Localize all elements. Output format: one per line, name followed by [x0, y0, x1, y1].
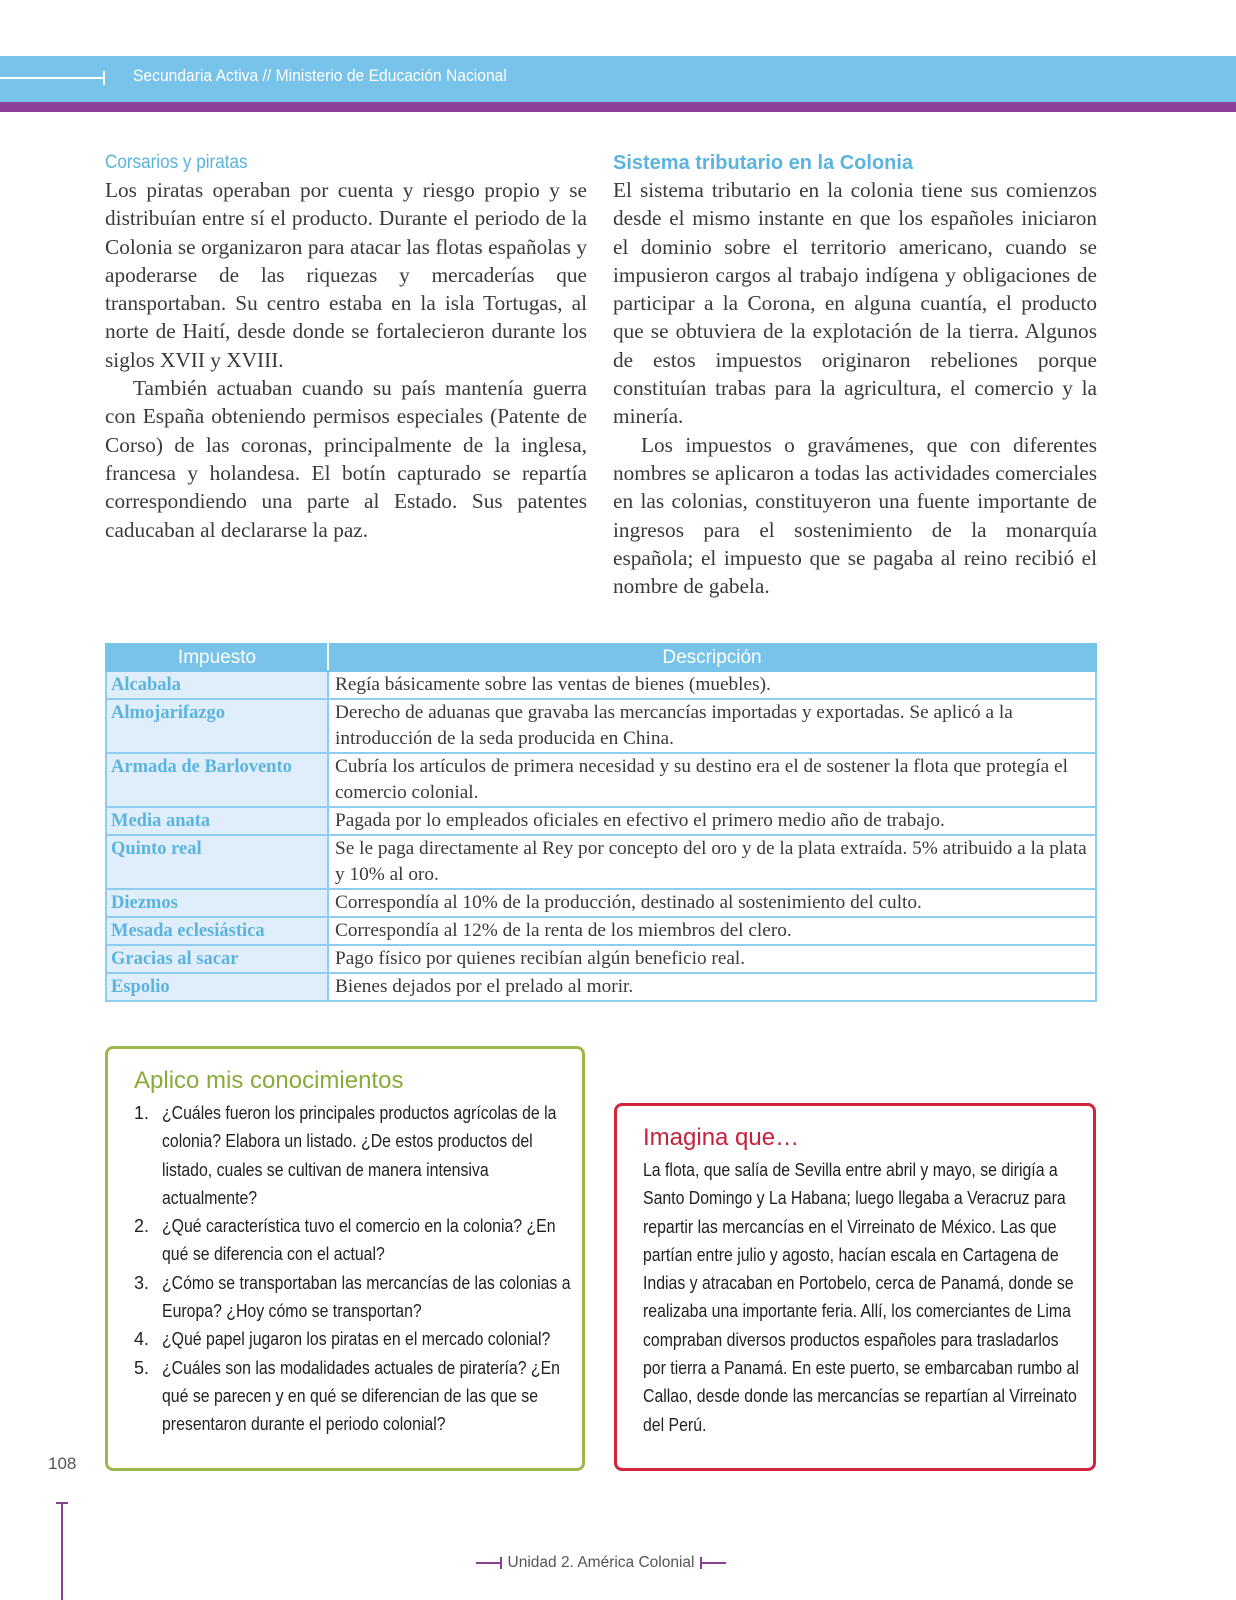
- tax-description: Pagada por lo empleados oficiales en efectivo el primero medio año de trabajo.: [328, 807, 1096, 835]
- question-number: 3.: [134, 1272, 150, 1293]
- list-item: [134, 1269, 574, 1326]
- paragraph: Los impuestos o gravámenes, que con diferentes nombres se aplicaron a todas las actividades comerciales en las colonias, constituyeron una fuente importante de ingresos para el sostenimiento de la monarquía española; el impuesto que se pagaba al reino recibió el nombre de gabela.: [613, 432, 1097, 599]
- section-heading-corsarios: Corsarios y piratas: [105, 152, 248, 173]
- aplico-title: Aplico mis conocimientos: [134, 1067, 404, 1094]
- paragraph: También actuaban cuando su país mantenía guerra con España obteniendo permisos especiales (Patente de Corso) de las coronas, principalmente de la inglesa, francesa y holandesa. El botín capturado se repartía correspondiendo una parte al Estado. Sus patentes caducaban al declararse la paz.: [105, 376, 587, 542]
- tax-name: Diezmos: [106, 889, 328, 917]
- header-rule-tick: [103, 71, 105, 85]
- table-row: [106, 917, 1096, 945]
- table-row: [106, 699, 1096, 753]
- paragraph: El sistema tributario en la colonia tiene sus comienzos desde el mismo instante en que los españoles iniciaron el dominio sobre el territorio americano, cuando se impusieron cargos al trabajo indígena y obligaciones de participar a la Corona, en alguna cuantía, el producto que se obtuviera de la explotación de la tierra. Algunos de estos impuestos originaron rebeliones porque constituían trabas para la agricultura, el comercio y la minería.: [613, 178, 1097, 429]
- question-text: ¿Cuáles son las modalidades actuales de piratería? ¿En qué se parecen y en qué se diferencian de las que se presentaron durante el periodo colonial?: [162, 1357, 560, 1435]
- tax-name: Media anata: [106, 807, 328, 835]
- list-item: [134, 1212, 574, 1269]
- page-number: 108: [48, 1454, 77, 1473]
- footer-rule: [61, 1502, 63, 1600]
- table-row: [106, 973, 1096, 1001]
- left-column: [105, 150, 587, 544]
- footer-unit-label: Unidad 2. América Colonial: [507, 1554, 695, 1571]
- imagina-title: Imagina que…: [643, 1124, 800, 1151]
- question-text: ¿Cuáles fueron los principales productos agrícolas de la colonia? Elabora un listado. ¿De estos productos del listado, cuales se cultivan de manera intensiva actualmente?: [162, 1103, 557, 1208]
- paragraph: Los piratas operaban por cuenta y riesgo propio y se distribuían entre sí el producto. Durante el periodo de la Colonia se organizaron para atacar las flotas españolas y apoderarse de las riquezas y mercaderías que transportaban. Su centro estaba en la isla Tortugas, al norte de Haití, desde donde se fortalecieron durante los siglos XVII y XVIII.: [105, 178, 587, 372]
- imagina-text: La flota, que salía de Sevilla entre abril y mayo, se dirigía a Santo Domingo y La Habana; luego llegaba a Veracruz para repartir las mercancías en el Virreinato de México. Las que partían entre julio y agosto, hacían escala en Cartagena de Indias y atracaban en Portobelo, cerca de Panamá, donde se realizaba una importante feria. Allí, los comerciantes de Lima compraban diversos productos españoles para trasladarlos por tierra a Panamá. En este puerto, se embarcaban rumbo al Callao, desde donde las mercancías se repartían al Virreinato del Perú.: [643, 1160, 1079, 1435]
- section-heading-sistema-tributario: Sistema tributario en la Colonia: [613, 152, 914, 174]
- header-stripe: [0, 102, 1236, 112]
- tax-description: Pago físico por quienes recibían algún beneficio real.: [328, 945, 1096, 973]
- table-row: [106, 753, 1096, 807]
- column-header-impuesto: Impuesto: [106, 644, 328, 671]
- question-text: ¿Cómo se transportaban las mercancías de las colonias a Europa? ¿Hoy cómo se transportan?: [162, 1272, 571, 1322]
- tax-name: Gracias al sacar: [106, 945, 328, 973]
- table-row: [106, 671, 1096, 699]
- footer-dash: [700, 1562, 726, 1564]
- footer-unit: [468, 1552, 734, 1574]
- column-header-descripcion: Descripción: [328, 644, 1096, 671]
- list-item: [134, 1325, 574, 1353]
- tax-table: [105, 643, 1097, 1002]
- tax-description: Se le paga directamente al Rey por concepto del oro y de la plata extraída. 5% atribuido a la plata y 10% al oro.: [328, 835, 1096, 889]
- tax-description: Bienes dejados por el prelado al morir.: [328, 973, 1096, 1001]
- table-row: [106, 807, 1096, 835]
- tax-name: Armada de Barlovento: [106, 753, 328, 807]
- table-header-row: [106, 644, 1096, 671]
- tax-description: Correspondía al 10% de la producción, destinado al sostenimiento del culto.: [328, 889, 1096, 917]
- table-row: [106, 889, 1096, 917]
- right-column: [613, 150, 1097, 600]
- imagina-box: [614, 1103, 1096, 1471]
- tax-name: Quinto real: [106, 835, 328, 889]
- header-rule: [0, 77, 104, 79]
- table-row: [106, 835, 1096, 889]
- tax-description: Correspondía al 12% de la renta de los miembros del clero.: [328, 917, 1096, 945]
- tax-description: Cubría los artículos de primera necesidad y su destino era el de sostener la flota que protegía el comercio colonial.: [328, 753, 1096, 807]
- tax-description: Regía básicamente sobre las ventas de bienes (muebles).: [328, 671, 1096, 699]
- aplico-box: [105, 1046, 585, 1471]
- tax-name: Mesada eclesiástica: [106, 917, 328, 945]
- question-number: 2.: [134, 1216, 150, 1237]
- list-item: [134, 1099, 574, 1212]
- tax-description: Derecho de aduanas que gravaba las mercancías importadas y exportadas. Se aplicó a la introducción de la seda producida en China.: [328, 699, 1096, 753]
- question-list: [134, 1099, 574, 1439]
- table-row: [106, 945, 1096, 973]
- question-number: 1.: [134, 1103, 150, 1123]
- tax-name: Espolio: [106, 973, 328, 1001]
- question-number: 4.: [134, 1329, 150, 1350]
- footer-rule-tick: [56, 1502, 68, 1504]
- question-text: ¿Qué papel jugaron los piratas en el mercado colonial?: [162, 1329, 551, 1350]
- list-item: [134, 1354, 574, 1439]
- header-title: Secundaria Activa // Ministerio de Educación Nacional: [133, 66, 507, 85]
- tax-name: Alcabala: [106, 671, 328, 699]
- tax-name: Almojarifazgo: [106, 699, 328, 753]
- footer-dash: [476, 1562, 502, 1564]
- question-text: ¿Qué característica tuvo el comercio en la colonia? ¿En qué se diferencia con el actual?: [162, 1216, 556, 1265]
- question-number: 5.: [134, 1357, 150, 1378]
